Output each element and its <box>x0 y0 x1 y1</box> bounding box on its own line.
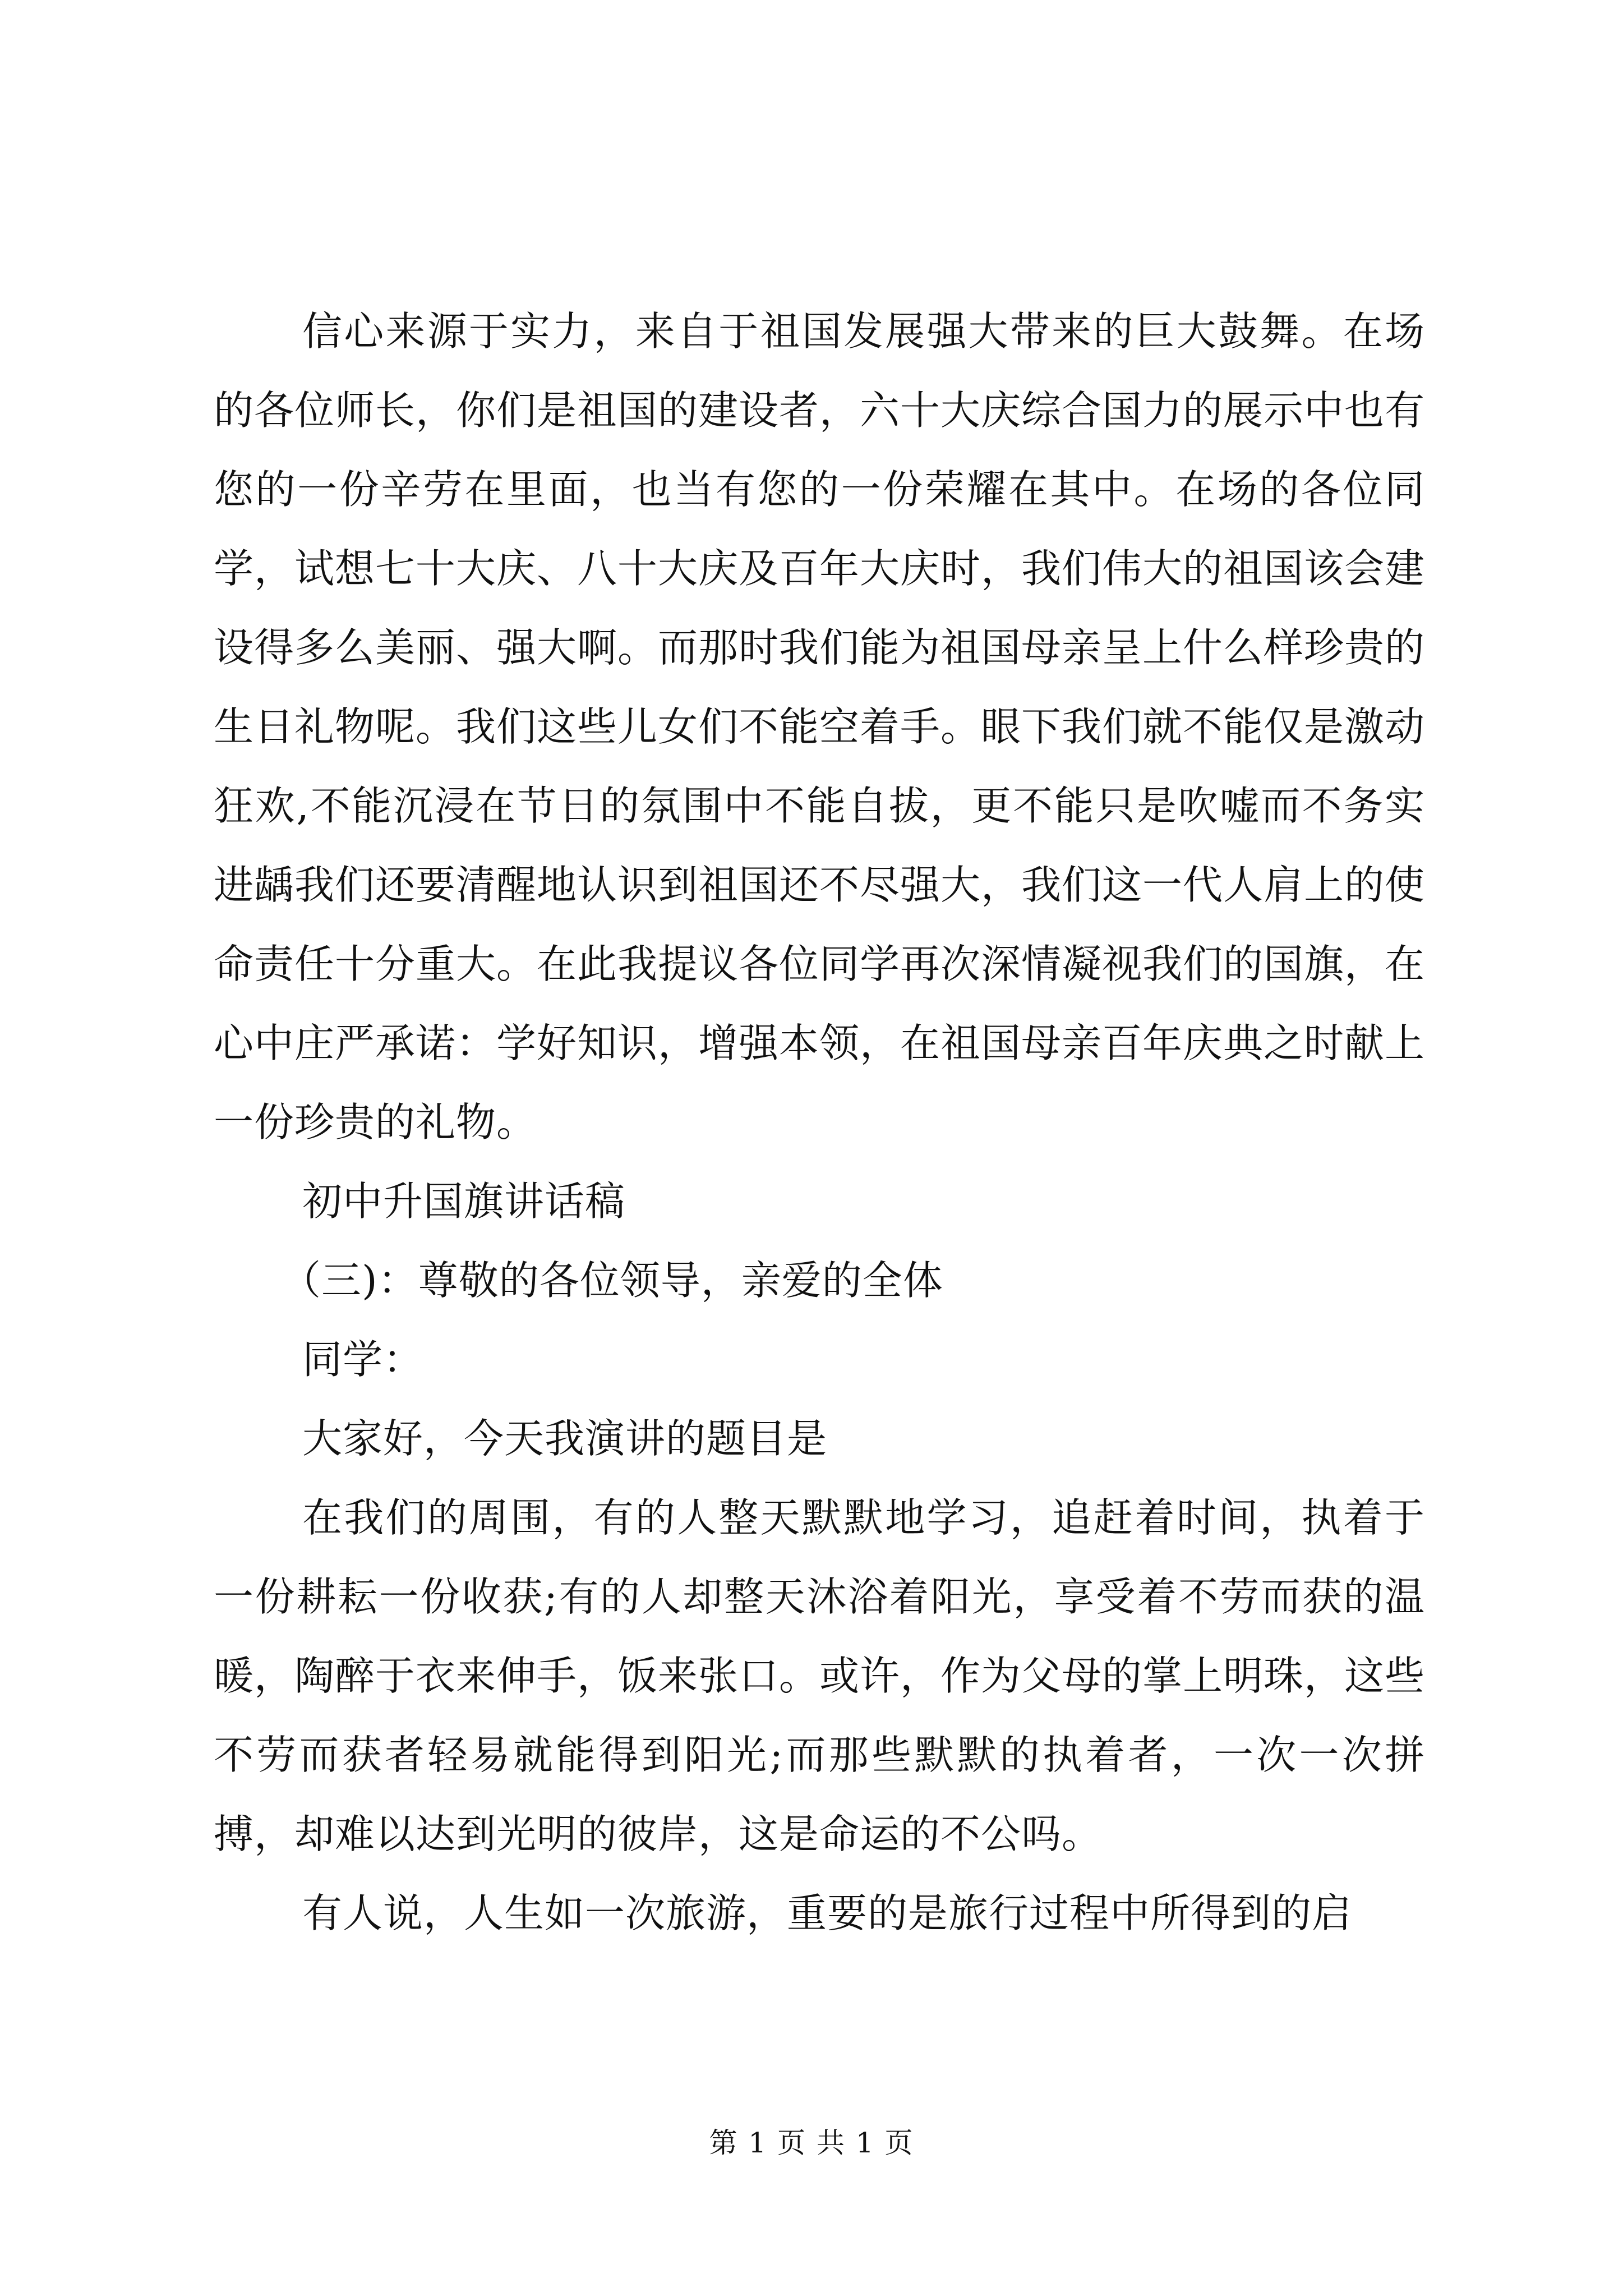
section-subtitle: （三)：尊敬的各位领导，亲爱的全体 <box>281 1257 943 1304</box>
page-number-footer: 第 1 页 共 1 页 <box>709 2127 914 2159</box>
body-paragraph: 在我们的周围，有的人整天默默地学习，追赶着时间，执着于一份耕耘一份收获;有的人却整天沐浴着阳光，享受着不劳而获的温暖，陶醉于衣来伸手，饭来张口。或许，作为父母的掌上明珠，这些不劳而获者轻易就能得到阳光;而那些默默的执着者，一次一次拼搏，却难以达到光明的彼岸，这是命运的不公吗。 <box>214 1494 1426 1857</box>
body-paragraph-truncated: 有人说，人生如一次旅游，重要的是旅行过程中所得到的启 <box>302 1890 1353 1936</box>
body-paragraph: 信心来源于实力，来自于祖国发展强大带来的巨大鼓舞。在场的各位师长，你们是祖国的建设者，六十大庆综合国力的展示中也有您的一份辛劳在里面，也当有您的一份荣耀在其中。在场的各位同学，试想七十大庆、八十大庆及百年大庆时，我们伟大的祖国该会建设得多么美丽、强大啊。而那时我们能为祖国母亲呈上什么样珍贵的生日礼物呢。我们这些儿女们不能空着手。眼下我们就不能仅是激动狂欢,不能沉浸在节日的氛围中不能自拔，更不能只是吹嘘而不务实进龋我们还要清醒地认识到祖国还不尽强大，我们这一代人肩上的使命责任十分重大。在此我提议各位同学再次深情凝视我们的国旗，在心中庄严承诺：学好知识，增强本领，在祖国母亲百年庆典之时献上一份珍贵的礼物。 <box>214 308 1426 1145</box>
intro-line: 大家好，今天我演讲的题目是 <box>302 1415 828 1462</box>
section-heading: 初中升国旗讲话稿 <box>302 1178 626 1225</box>
document-body <box>214 292 1425 1953</box>
greeting-line: 同学： <box>302 1336 424 1383</box>
